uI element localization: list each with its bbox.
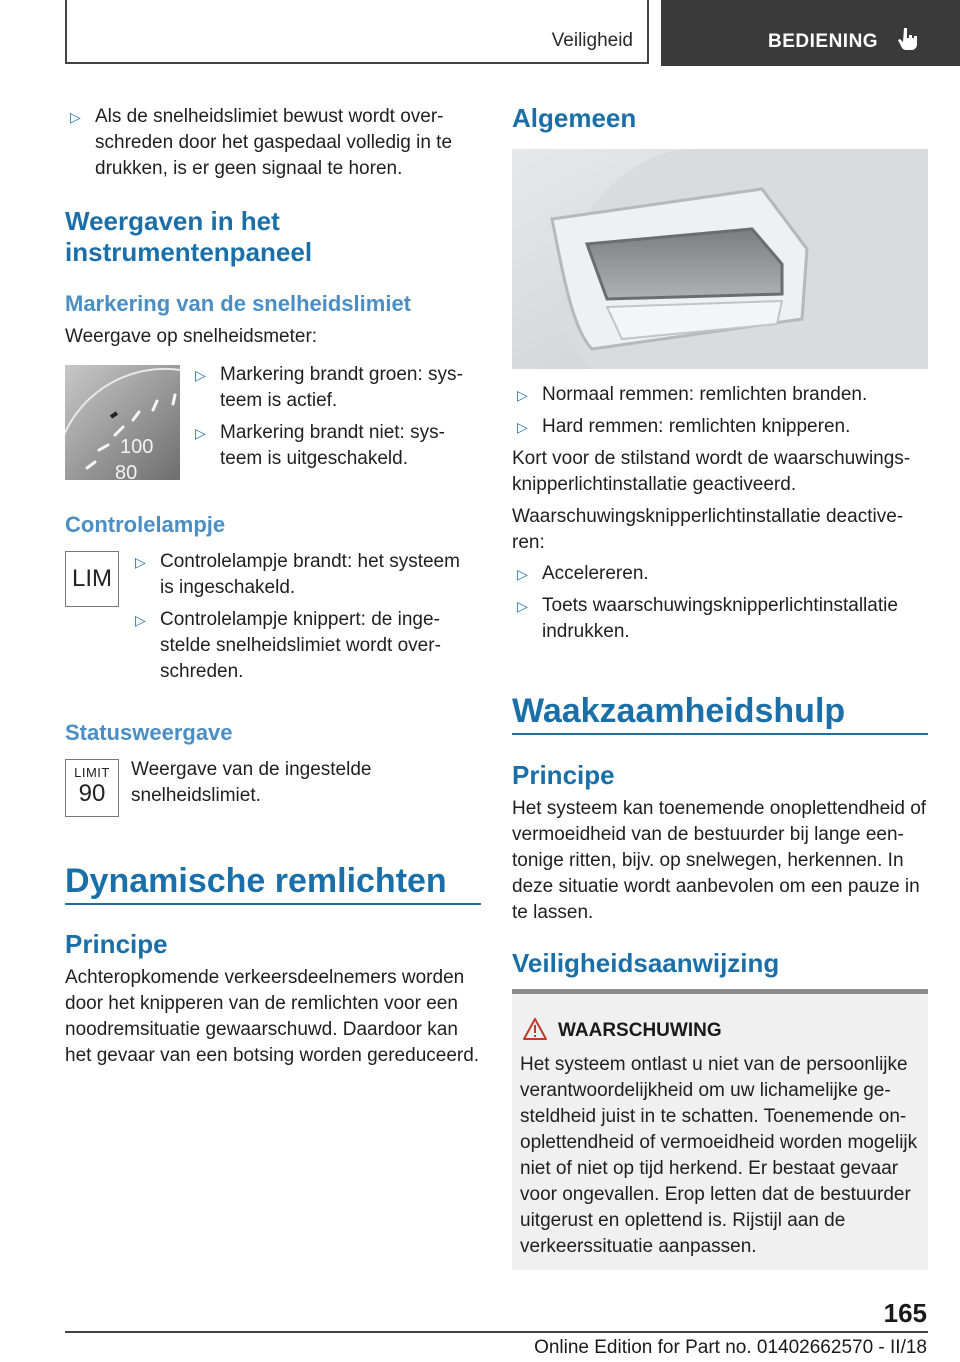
header-section-tab: [65, 0, 649, 64]
list-item-text: Accelereren.: [542, 563, 649, 584]
marking-bullet-list: [190, 362, 470, 472]
list-item: ▷ Controlelampje brandt: het systeem is ingeschakeld.: [135, 551, 460, 598]
list-item-text: Controlelampje brandt: het systeem is ingeschakeld.: [160, 551, 460, 598]
list-item-text: Controlelampje knippert: de ingestelde snelheidslimiet wordt overschreden.: [160, 609, 441, 682]
hand-pointer-icon: [896, 26, 922, 52]
general-bullet-list: [512, 382, 928, 440]
list-item: ▷ Hard remmen: remlichten knipperen.: [517, 416, 851, 437]
heading-status-display: Statusweergave: [65, 720, 233, 745]
list-item-text: Normaal remmen: remlichten branden.: [542, 384, 868, 405]
footer-edition: Online Edition for Part no. 01402662570 - II/18: [534, 1337, 927, 1358]
page-number: 165: [883, 1298, 927, 1328]
status-icon-value: 90: [78, 780, 106, 807]
deactivate-bullet-list: [512, 561, 928, 645]
speedo-label-80: 80: [115, 462, 138, 480]
list-item: ▷ Markering brandt groen: systeem is actief.: [195, 364, 463, 411]
status-icon-label: LIMIT: [74, 765, 110, 780]
heading-principle: Principe: [65, 929, 168, 959]
list-item: ▷ Toets waarschuwingsknipperlichtinstallatie indrukken.: [517, 595, 898, 642]
heading-displays: Weergaven in het instrumentenpaneel: [65, 206, 313, 267]
header-section-label: Veiligheid: [551, 30, 633, 51]
warning-title: WAARSCHUWING: [558, 1020, 722, 1041]
header-chapter-label: BEDIENING: [768, 31, 879, 52]
list-item: ▷ Controlelampje knippert: de ingestelde snelheidslimiet wordt overschreden.: [135, 609, 441, 682]
heading-dynamic-brake-lights: Dynamische remlichten: [65, 862, 447, 900]
header-chapter-tab: [661, 0, 960, 66]
list-item-text: Markering brandt groen: systeem is actief.: [220, 364, 463, 411]
status-text: Weergave van de ingestelde snelheidslimiet.: [131, 759, 372, 806]
brake-light-image: [512, 149, 928, 369]
heading-principle-2: Principe: [512, 760, 615, 790]
heading-general: Algemeen: [512, 103, 637, 133]
limit-90-status-icon: [65, 759, 119, 817]
warning-text: Het systeem ontlast u niet van de persoonlijke verantwoordelijkheid om uw lichamelijke gesteldheid juist in te schatten. Toenemende onoplettendheid of vermoeidheid worden mogelijk niet of niet op tijd herkend. Er bestaat gevaar voor ongevallen. Erop letten dat de bestuurder uitgerust en oplettend is. Rijstijl aan de verkeerssituatie aanpassen.: [520, 1054, 918, 1257]
warning-box: [512, 989, 928, 1270]
intro-bullet: ▷ Als de snelheidslimiet bewust wordt overschreden door het gaspedaal volledig in te drukken, is er geen signaal te horen.: [70, 106, 453, 179]
principle-text: Achteropkomende verkeersdeelnemers worden door het knipperen van de remlichten voor een noodremsituatie gewaarschuwd. Daardoor kan het gevaar van een botsing worden gereduceerd.: [65, 967, 480, 1066]
list-item: ▷ Markering brandt niet: systeem is uitgeschakeld.: [195, 422, 445, 469]
lim-indicator-icon: LIM: [65, 551, 119, 607]
heading-safety-note: Veiligheidsaanwijzing: [512, 948, 780, 978]
list-item: ▷ Normaal remmen: remlichten branden.: [517, 384, 868, 405]
list-item-text: Markering brandt niet: systeem is uitgeschakeld.: [220, 422, 445, 469]
hazard-activation-text: Kort voor de stilstand wordt de waarschuwingsknipperlichtinstallatie geactiveerd.: [512, 448, 911, 495]
heading-speed-marking: Markering van de snelheidslimiet: [65, 291, 412, 316]
list-item-text: Toets waarschuwingsknipperlichtinstallatie indrukken.: [542, 595, 898, 642]
lamp-bullet-list: [130, 549, 470, 685]
speedo-label-100: 100: [120, 436, 154, 458]
section-divider: [65, 903, 481, 905]
speedometer-marking-image: [65, 365, 180, 480]
list-item-text: Hard remmen: remlichten knipperen.: [542, 416, 851, 437]
section-divider: [512, 733, 928, 735]
marking-intro-text: Weergave op snelheidsmeter:: [65, 326, 318, 347]
footer-divider: [65, 1331, 928, 1333]
list-item: ▷ Accelereren.: [517, 563, 649, 584]
intro-bullet-text: Als de snelheidslimiet bewust wordt overschreden door het gaspedaal volledig in te drukken, is er geen signaal te horen.: [95, 106, 453, 179]
principle-2-text: Het systeem kan toenemende onoplettendheid of vermoeidheid van de bestuurder bij lange eentonige ritten, bijv. op snelwegen, herkennen. In deze situatie wordt aanbevolen om een pauze in te lassen.: [512, 798, 927, 923]
heading-attention-assistant: Waakzaamheidshulp: [512, 692, 846, 730]
hazard-deactivation-text: Waarschuwingsknipperlichtinstallatie deactiveren:: [512, 506, 904, 553]
warning-triangle-icon: [523, 1018, 547, 1040]
heading-indicator-lamp: Controlelampje: [65, 512, 226, 537]
